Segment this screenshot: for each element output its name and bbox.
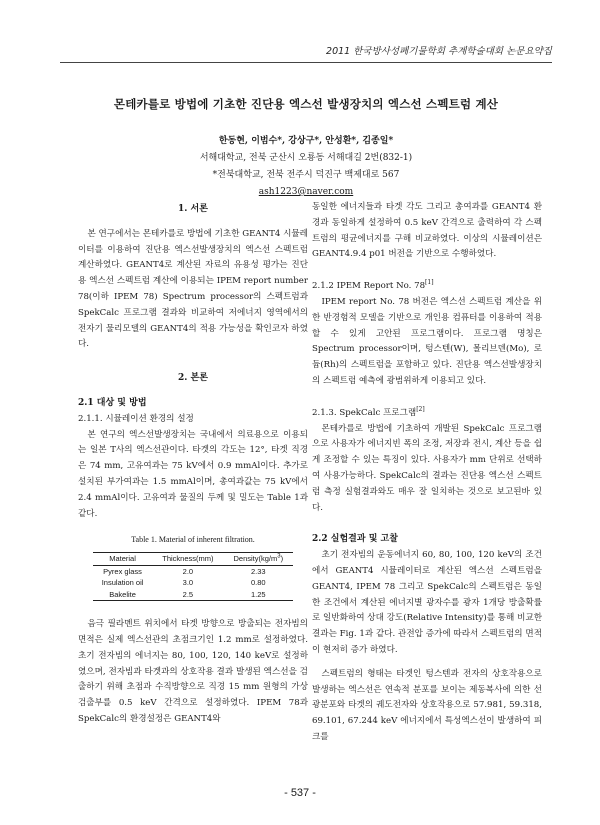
introduction-heading: 1. 서론 xyxy=(178,204,208,214)
table-cell: 1.25 xyxy=(251,589,266,599)
paper-title: 몬테카를로 방법에 기초한 진단용 엑스선 발생장치의 엑스선 스펙트럼 계산 xyxy=(113,97,499,111)
section-2-1-heading: 2.1 대상 및 방법 xyxy=(78,397,147,408)
table-cell: 0.80 xyxy=(251,578,266,588)
table-row xyxy=(93,577,293,589)
page-number: - 537 - xyxy=(284,787,316,799)
settings-continued-text: 동일한 에너지들과 타겟 각도 그리고 총여과를 GEANT4 환경과 동일하게 설정하여 0.5 keV 간격으로 출력하여 각 스펙트럼의 평균에너지를 구해 비교하였다. 이상의 시뮬레이션은 GEANT4.9.4 p01 버전을 기반으로 수행하였다. xyxy=(312,202,542,260)
conference-name: 2011 한국방사성폐기물학회 추계학술대회 논문요약집 xyxy=(326,46,552,57)
table-cell: Bakelite xyxy=(109,589,136,599)
table-row xyxy=(93,589,293,601)
author-names: 한동현, 이범수*, 강상구*, 안성환*, 김종일* xyxy=(218,136,394,146)
author-block xyxy=(60,133,552,201)
running-header xyxy=(60,34,552,63)
affiliation-2: *전북대학교, 전북 전주시 덕진구 백제대로 567 xyxy=(212,170,400,180)
table-cell: Insulation oil xyxy=(101,578,144,588)
table-cell: 2.33 xyxy=(251,566,266,576)
table-caption: Table 1. Material of inherent filtration. xyxy=(131,535,255,545)
section-2-1-1-text: 본 연구의 엑스선발생장치는 국내에서 의료용으로 이용되는 일본 T사의 엑스선관이다. 타겟의 각도는 12°, 타겟 직경은 74 mm, 고유여과는 75 kV에서 0.9 mmAl이다. 추가로 설치된 부가여과는 1.5 mmAl이며, 총여과값는 75 kV에서 2.4 mmAl이다. 고유여과 물질의 두께 및 밀도는 Table 1과 같다. xyxy=(78,429,308,519)
results-text-1: 초기 전자빔의 운동에너지 60, 80, 100, 120 keV의 조건에서 GEANT4 시뮬레이터로 계산된 엑스선 스펙트럼을 GEANT4, IPEM 78 그리고 SpekCalc의 스펙트럼은 동일한 조건에서 계산된 에너지별 광자수를 광자 1개당 방출확률로 일반화하여 상대 강도(Relative Intensity)를 통해 비교한 결과는 Fig. 1과 같다. 관전압 증가에 따라서 스펙트럼의 면적이 현저히 증가 하였다. xyxy=(312,550,542,655)
table-cell: 2.0 xyxy=(182,566,194,576)
reference-marker[interactable]: [1] xyxy=(425,279,434,287)
introduction-text: 본 연구에서는 몬테카를로 방법에 기초한 GEANT4 시뮬레이터를 이용하여 진단용 엑스선발생장치의 엑스선 스펙트럼 계산하였다. GEANT4로 계산된 자료의 유용성 평가는 진단용 엑스선 스펙트럼 계산에 이용되는 IPEM report number 78(이하 IPEM 78) Spectrum processor의 스펙트럼과 SpekCalc 프로그램 결과와 비교하여 저에너지 영역에서의 전자기 물리모델의 GEANT4의 적용 가능성을 확인코자 하였다. xyxy=(78,228,308,350)
right-column xyxy=(312,200,542,746)
filtration-table xyxy=(93,552,293,601)
left-column xyxy=(78,200,308,728)
affiliation-1: 서해대학교, 전북 군산시 오룡동 서해대길 2번(832-1) xyxy=(199,153,413,163)
body-heading: 2. 본론 xyxy=(178,373,208,384)
table-row xyxy=(93,565,293,577)
results-text-2: 스펙트럼의 형태는 타겟인 텅스텐과 전자의 상호작용으로 발생하는 엑스선은 연속적 분포를 보이는 제동복사에 의한 선광분포와 타겟의 궤도전자와 상호작용으로 57.981, 59.318, 69.101, 67.244 keV 에너지에서 특성엑스선이 발생하여 피크를 xyxy=(312,668,542,742)
header-material: Material xyxy=(109,554,136,564)
table-header-row xyxy=(93,553,293,566)
section-2-1-3-heading: 2.1.3. SpekCalc 프로그램[2] xyxy=(312,405,425,418)
table-cell: 3.0 xyxy=(182,578,194,588)
header-thickness: Thickness(mm) xyxy=(162,554,214,564)
section-2-1-1-heading: 2.1.1. 시뮬레이션 환경의 설정 xyxy=(78,413,194,424)
table-cell: 2.5 xyxy=(182,589,194,599)
section-2-2-heading: 2.2 실험결과 및 고찰 xyxy=(312,534,398,545)
table-cell: Pyrex glass xyxy=(103,566,142,576)
section-2-1-2-text: IPEM report No. 78 버전은 엑스선 스펙트럼 계산을 위한 반경험적 모델을 기반으로 개인용 컴퓨터를 이용하여 적용할 수 있게 고안된 프로그램이다. 프로그램 명칭은 Spectrum processor이며, 텅스텐(W), 몰리브덴(Mo), 로듐(Rh)의 스펙트럼을 포함하고 있다. 진단용 엑스선발생장치의 스펙트럼 예측에 광범위하게 이용되고 있다. xyxy=(312,296,542,386)
reference-marker[interactable]: [2] xyxy=(416,405,425,413)
section-2-1-2-heading: 2.1.2 IPEM Report No. 78[1] xyxy=(312,279,434,292)
author-email[interactable]: ash1223@naver.com xyxy=(258,187,354,197)
header-density: $Density(kg/m^3)$ xyxy=(233,553,284,564)
setup-continued-text: 음극 필라멘트 위치에서 타겟 방향으로 방출되는 전자빔의 면적은 실제 엑스선관의 초점크기인 1.2 mm로 설정하였다. 초기 전자빔의 에너지는 80, 100, 120, 140 keV로 설정하였으며, 전자빔과 타겟과의 상호작용 결과 발생된 엑스선을 검출하기 위해 초점과 수직방향으로 직경 15 mm 원형의 가상 검출부를 0.5 keV 간격으로 설정하였다. IPEM 78과 SpekCalc의 환경설정은 GEANT4와 xyxy=(78,619,308,724)
section-2-1-3-text: 몬테카를로 방법에 기초하여 개발된 SpekCalc 프로그램으로 사용자가 에너지빈 폭의 조정, 저장과 전시, 계산 등을 쉽게 조정할 수 있는 특징이 있다. 사용자가 mm 단위로 선택하여 사용가능하다. SpekCalc의 결과는 진단용 엑스선 스펙트럼 측정 실험결과와도 매우 잘 일치하는 것으로 보고된바 있다. xyxy=(312,423,542,513)
